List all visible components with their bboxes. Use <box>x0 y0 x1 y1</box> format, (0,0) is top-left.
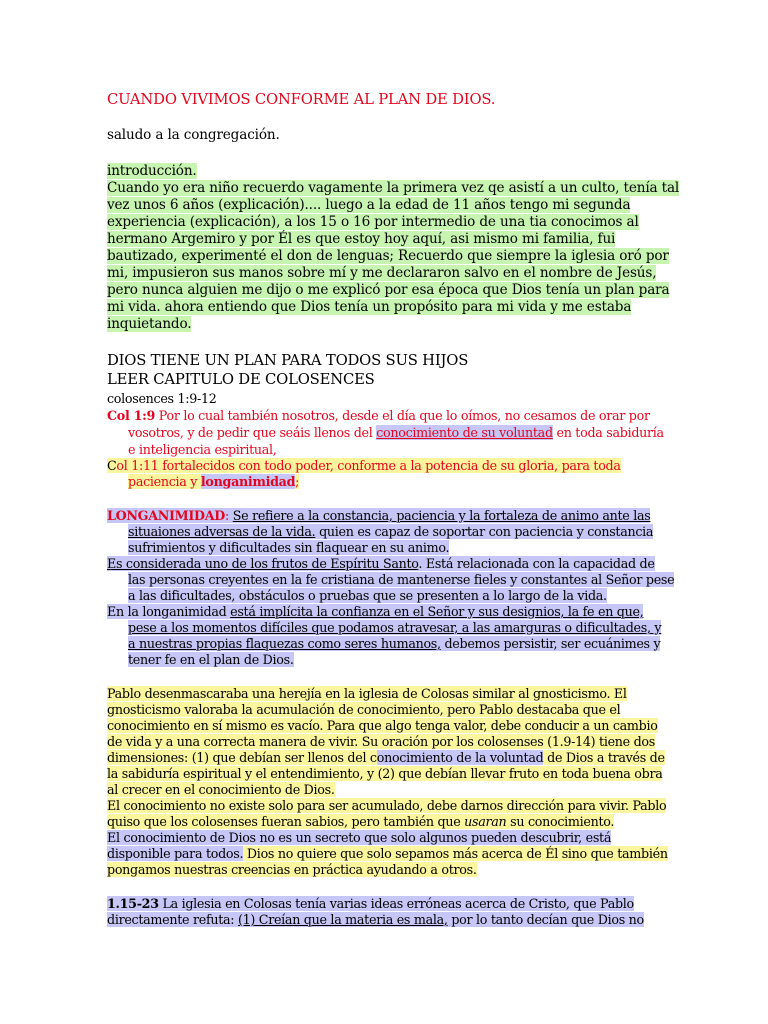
pablo-line: El conocimiento no existe solo para ser acumulado, debe darnos dirección para vivir. Pablo <box>107 798 667 813</box>
intro-line: bautizado, experimenté el don de lenguas; Recuerdo que siempre la iglesia oró por <box>107 248 669 264</box>
section-subheading: LEER CAPITULO DE COLOSENCES <box>107 371 375 388</box>
pablo-line: quiso que los colosenses fueran sabios, pero también que usaran su conocimiento. <box>107 814 615 829</box>
longanimidad-paragraph-2: Es considerada uno de los frutos de Espíritu Santo. Está relacionada con la capacidad de <box>107 556 655 571</box>
scripture-reference: colosences 1:9-12 <box>107 391 217 406</box>
pablo-line: dimensiones: (1) que debían ser llenos del conocimiento de la voluntad de Dios a través de <box>107 750 665 765</box>
final-line: directamente refuta: (1) Creían que la materia es mala, por lo tanto decían que Dios no <box>107 912 644 927</box>
pablo-line: la sabiduría espiritual y el entendimiento, y (2) que debían llevar fruto en toda buena obra <box>107 766 663 781</box>
page-title: CUANDO VIVIMOS CONFORME AL PLAN DE DIOS. <box>107 91 496 108</box>
intro-line: pero nunca alguien me dijo o me explicó por esa época que Dios tenía un plan para <box>107 282 670 298</box>
pablo-line: Pablo desenmascaraba una herejía en la iglesia de Colosas similar al gnosticismo. El <box>107 686 627 701</box>
pablo-line: disponible para todos. Dios no quiere que solo sepamos más acerca de Él sino que también <box>107 846 668 861</box>
intro-heading: introducción. <box>107 163 197 179</box>
longanimidad-line: sufrimientos y dificultades sin flaquear en su animo. <box>128 540 450 555</box>
verse-col-1-9-line: vosotros, y de pedir que seáis llenos del conocimiento de su voluntad en toda sabiduría <box>128 425 664 440</box>
intro-line: mi, impusieron sus manos sobre mí y me declararon salvo en el nombre de Jesús, <box>107 265 657 281</box>
pablo-line: al crecer en el conocimiento de Dios. <box>107 782 335 797</box>
longanimidad-line: a las dificultades, obstáculos o pruebas que se presenten a lo largo de la vida. <box>128 588 607 603</box>
pablo-line: de vida y a una correcta manera de vivir. Su oración por los colosenses (1.9-14) tiene dos <box>107 734 655 749</box>
longanimidad-line: a nuestras propias flaquezas como seres humanos, debemos persistir, ser ecuánimes y <box>128 636 661 651</box>
greeting-line: saludo a la congregación. <box>107 127 280 143</box>
longanimidad-line: las personas creyentes en la fe cristiana de mantenerse fieles y constantes al Señor pese <box>128 572 675 587</box>
final-paragraph: 1.15-23 La iglesia en Colosas tenía varias ideas erróneas acerca de Cristo, que Pablo <box>107 896 634 911</box>
longanimidad-line: pese a los momentos difíciles que podamos atravesar, a las amarguras o dificultades, y <box>128 620 662 635</box>
verse-col-1-11: Col 1:11 fortalecidos con todo poder, conforme a la potencia de su gloria, para toda <box>107 458 621 473</box>
longanimidad-definition: LONGANIMIDAD: Se refiere a la constancia, paciencia y la fortaleza de animo ante las <box>107 508 651 523</box>
pablo-line: gnosticismo valoraba la acumulación de conocimiento, pero Pablo destacaba que el <box>107 702 621 717</box>
verse-col-1-11-line: paciencia y longanimidad; <box>128 474 300 489</box>
longanimidad-line: tener fe en el plan de Dios. <box>128 652 294 667</box>
verse-col-1-9-line: e inteligencia espiritual, <box>128 442 277 457</box>
intro-line: mi vida. ahora entiendo que Dios tenía un propósito para mi vida y me estaba <box>107 299 632 315</box>
intro-line: hermano Argemiro y por Él es que estoy hoy aquí, asi mismo mi familia, fui <box>107 231 616 247</box>
intro-line: experiencia (explicación), a los 15 o 16 por intermedio de una tia conocimos al <box>107 214 639 230</box>
pablo-line: conocimiento en sí mismo es vacío. Para que algo tenga valor, debe conducir a un cambio <box>107 718 658 733</box>
section-heading: DIOS TIENE UN PLAN PARA TODOS SUS HIJOS <box>107 352 469 369</box>
longanimidad-line: situaiones adversas de la vida. quien es capaz de soportar con paciencia y constancia <box>128 524 654 539</box>
pablo-line: El conocimiento de Dios no es un secreto que solo algunos pueden descubrir, está <box>107 830 612 845</box>
intro-line: Cuando yo era niño recuerdo vagamente la primera vez qe asistí a un culto, tenía tal <box>107 180 680 196</box>
intro-line: vez unos 6 años (explicación).... luego a la edad de 11 años tengo mi segunda <box>107 197 631 213</box>
intro-line: inquietando. <box>107 316 192 332</box>
pablo-line: pongamos nuestras creencias en práctica ayudando a otros. <box>107 862 477 877</box>
verse-col-1-9: Col 1:9 Por lo cual también nosotros, desde el día que lo oímos, no cesamos de orar por <box>107 408 650 423</box>
longanimidad-paragraph-3: En la longanimidad está implícita la confianza en el Señor y sus designios, la fe en que, <box>107 604 644 619</box>
